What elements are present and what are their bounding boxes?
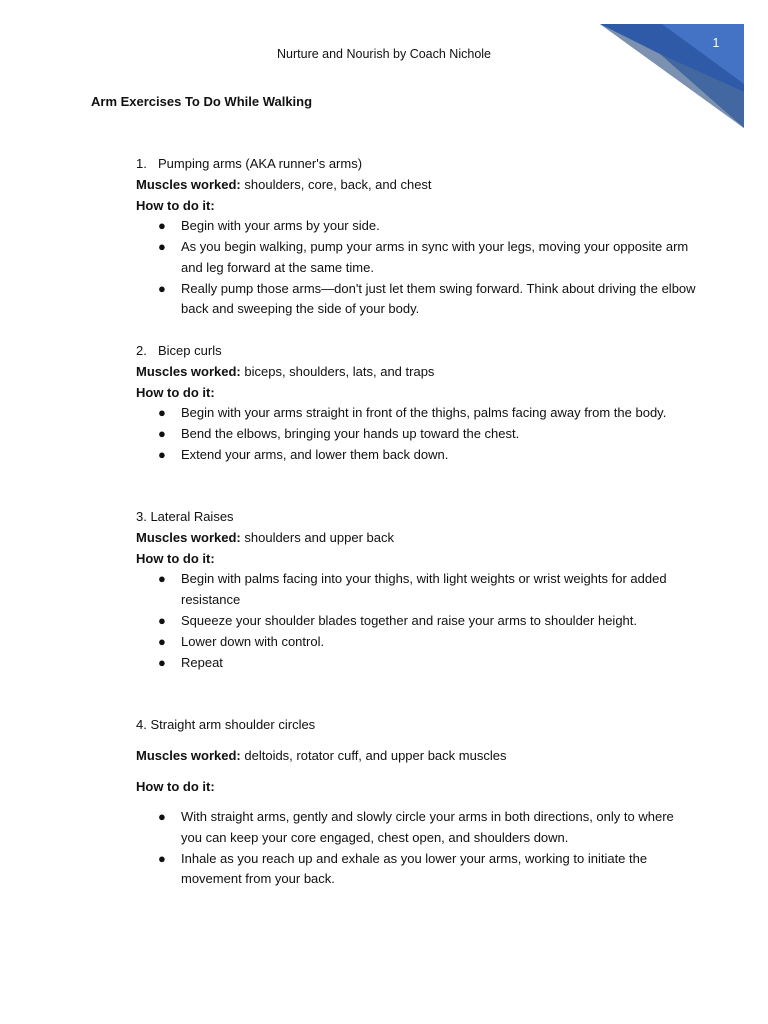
muscles-value: shoulders and upper back — [240, 530, 394, 545]
bullet-icon: ● — [158, 654, 166, 670]
exercise-section-3 — [136, 506, 696, 674]
muscles-label: Muscles worked: — [136, 177, 241, 192]
muscles-worked — [136, 527, 696, 548]
list-item: ● Really pump those arms—don't just let them swing forward. Think about driving the elbow back and sweeping the side of your body. — [158, 280, 696, 317]
list-item: ● Bend the elbows, bringing your hands up toward the chest. — [136, 424, 696, 445]
exercise-heading — [136, 153, 696, 174]
muscles-worked — [136, 745, 696, 766]
muscles-worked — [136, 174, 696, 195]
bullet-icon: ● — [158, 426, 166, 442]
exercise-heading: 3. Lateral Raises — [136, 509, 234, 524]
list-item: ● Begin with your arms by your side. — [136, 216, 696, 237]
bullet-icon: ● — [158, 218, 166, 233]
exercise-section-2 — [136, 340, 696, 466]
exercise-number: 2. — [136, 343, 147, 358]
steps-list — [136, 569, 696, 673]
bullet-icon: ● — [158, 809, 166, 824]
muscles-worked — [136, 361, 696, 382]
bullet-icon: ● — [158, 280, 166, 296]
list-item: ● As you begin walking, pump your arms in sync with your legs, moving your opposite arm and leg forward at the same time. — [158, 239, 689, 275]
list-item: ● Squeeze your shoulder blades together and raise your arms to shoulder height. — [136, 611, 696, 632]
steps-list — [136, 807, 696, 890]
exercise-section-4 — [136, 714, 696, 890]
muscles-value: shoulders, core, back, and chest — [240, 177, 432, 192]
list-item: ● With straight arms, gently and slowly circle your arms in both directions, only to where you can keep your core engaged, chest open, and shoulders down. — [158, 809, 674, 845]
muscles-label: Muscles worked: — [136, 530, 241, 545]
how-to-label: How to do it: — [136, 779, 215, 794]
list-item: ● Begin with your arms straight in front of the thighs, palms facing away from the body. — [136, 403, 696, 424]
list-item: ● Inhale as you reach up and exhale as you lower your arms, working to initiate the movement from your back. — [158, 850, 648, 887]
list-item: ● Extend your arms, and lower them back down. — [136, 445, 696, 466]
exercise-name: Bicep curls — [158, 343, 222, 358]
bullet-icon: ● — [158, 633, 166, 649]
steps-list — [136, 403, 696, 466]
bullet-icon: ● — [158, 239, 166, 255]
exercise-name: Pumping arms (AKA runner's arms) — [158, 156, 363, 171]
document-title: Arm Exercises To Do While Walking — [91, 94, 313, 109]
muscles-label: Muscles worked: — [136, 748, 241, 763]
bullet-icon: ● — [158, 612, 166, 628]
list-item: ● Lower down with control. — [136, 632, 696, 653]
bullet-icon: ● — [158, 447, 166, 463]
how-to-label: How to do it: — [136, 551, 215, 566]
exercise-heading — [136, 340, 696, 361]
how-to-label: How to do it: — [136, 198, 215, 213]
muscles-label: Muscles worked: — [136, 364, 241, 379]
bullet-icon: ● — [158, 571, 166, 586]
page-number: 1 — [712, 36, 720, 50]
list-item: ● Begin with palms facing into your thighs, with light weights or wrist weights for added resistance — [158, 571, 667, 607]
exercise-number: 1. — [136, 156, 147, 171]
page-header: Nurture and Nourish by Coach Nichole — [277, 47, 491, 61]
exercise-section-1 — [136, 153, 696, 320]
how-to-label: How to do it: — [136, 385, 215, 400]
muscles-value: deltoids, rotator cuff, and upper back muscles — [240, 748, 507, 763]
muscles-value: biceps, shoulders, lats, and traps — [240, 364, 435, 379]
bullet-icon: ● — [158, 850, 166, 866]
exercise-heading: 4. Straight arm shoulder circles — [136, 717, 316, 732]
steps-list — [136, 216, 696, 320]
list-item: ● Repeat — [136, 653, 696, 674]
bullet-icon: ● — [158, 405, 166, 420]
